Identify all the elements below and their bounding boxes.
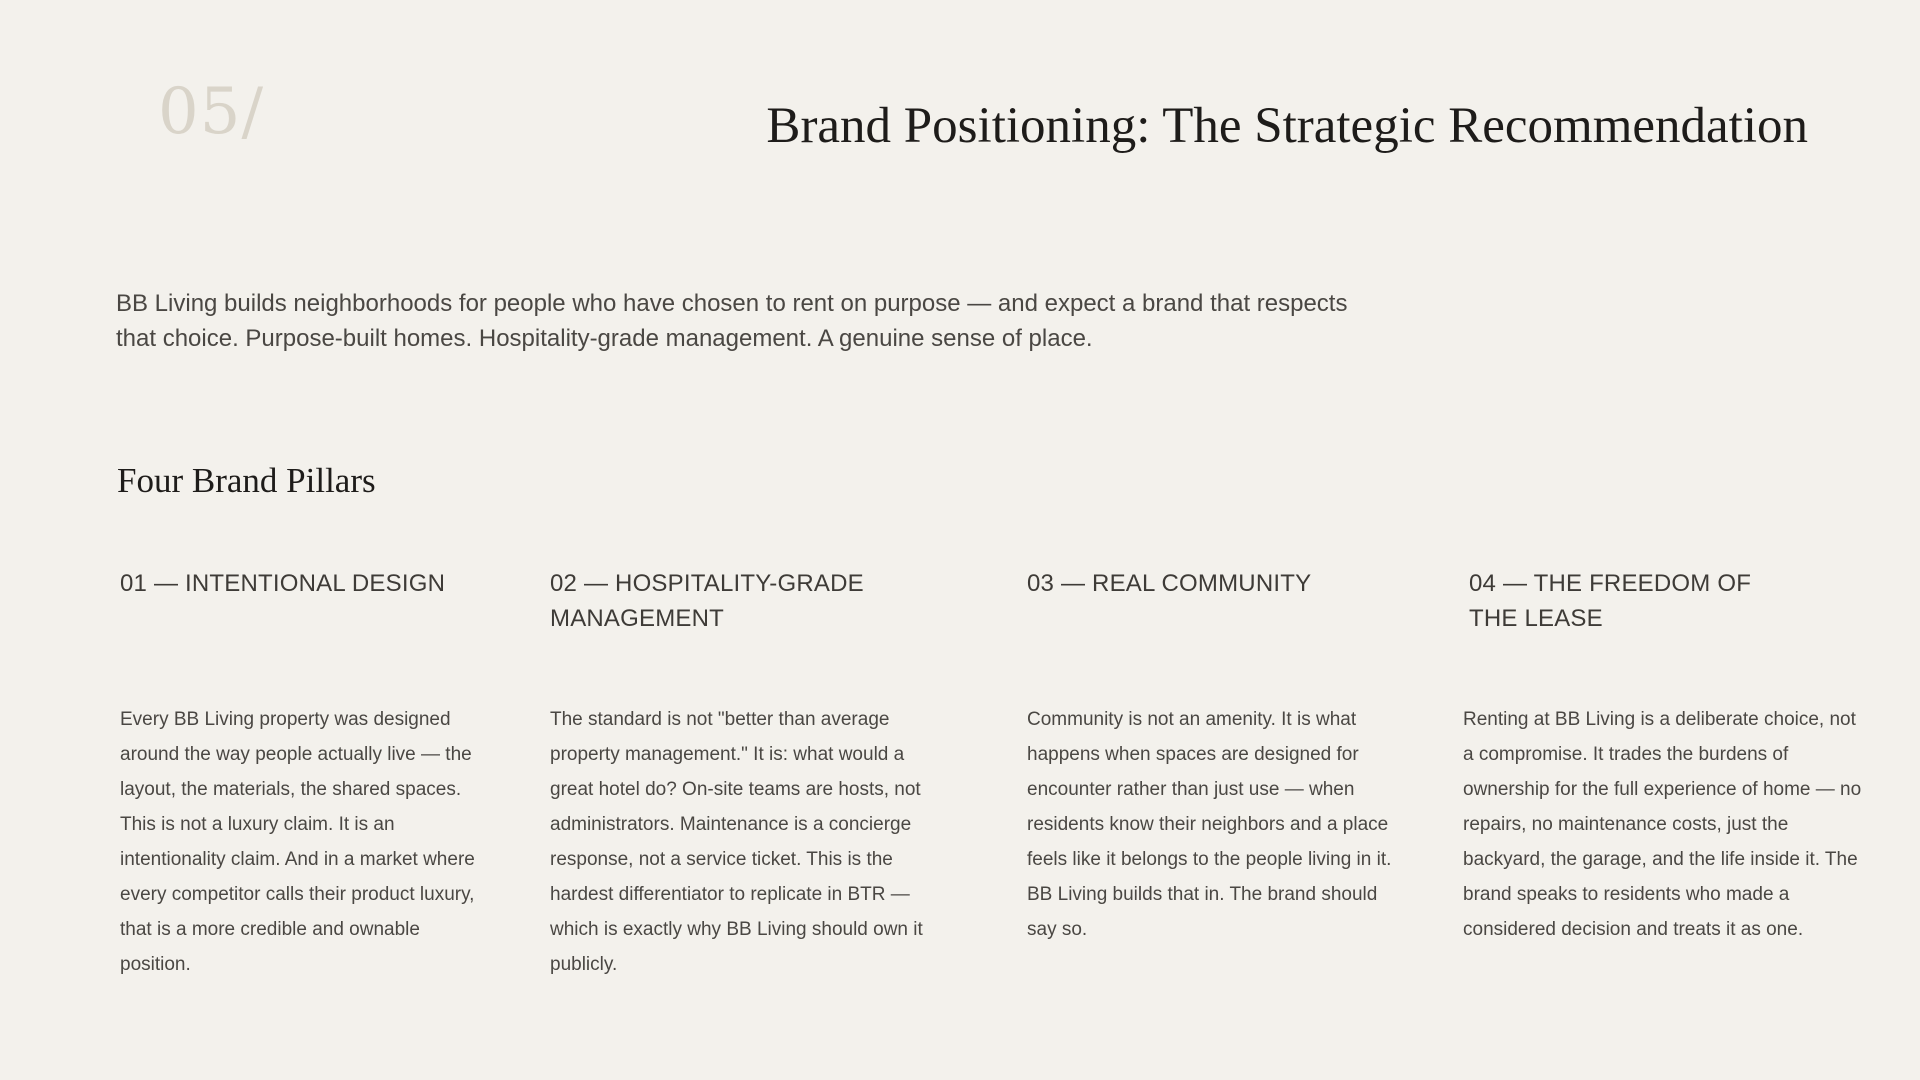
pillar-body: Renting at BB Living is a deliberate choice, not a compromise. It trades the burdens of ownership for the full experience of home — no repairs, no maintenance costs, just the backyard, the garage, and the life inside it. The brand speaks to residents who made a considered decision and treats it as one. — [1463, 709, 1862, 940]
page-title: Brand Positioning: The Strategic Recommendation — [766, 98, 1808, 154]
pillar-body: The standard is not "better than average property management." It is: what would a great hotel do? On-site teams are hosts, not administrators. Maintenance is a concierge response, not a service ticket. This is the hardest differentiator to replicate in BTR — which is exactly why BB Living should own it publicly. — [550, 709, 923, 975]
lead-paragraph: BB Living builds neighborhoods for people who have chosen to rent on purpose — and expect a brand that respects that choice. Purpose-built homes. Hospitality-grade management. A genuine sense of place. — [116, 290, 1348, 352]
pillar-intentional-design — [120, 566, 520, 975]
pillar-title: 03 — REAL COMMUNITY — [1027, 570, 1312, 597]
pillar-title: 01 — INTENTIONAL DESIGN — [120, 570, 446, 597]
pillar-hospitality-grade-management — [550, 566, 923, 975]
pillar-real-community — [1027, 566, 1407, 940]
pillar-body: Every BB Living property was designed around the way people actually live — the layout, the materials, the shared spaces. This is not a luxury claim. It is an intentionality claim. And in a market where every competitor calls their product luxury, that is a more credible and ownable position. — [120, 709, 475, 975]
pillars-heading: Four Brand Pillars — [117, 461, 376, 500]
pillar-title: 04 — THE FREEDOM OF THE LEASE — [1469, 570, 1752, 632]
pillar-body: Community is not an amenity. It is what happens when spaces are designed for encounter rather than just use — when residents know their neighbors and a place feels like it belongs to the people living in it. BB Living builds that in. The brand should say so. — [1027, 709, 1392, 940]
pillar-title: 02 — HOSPITALITY-GRADE MANAGEMENT — [550, 570, 864, 632]
section-number: 05/ — [158, 75, 264, 149]
pillar-freedom-of-the-lease — [1463, 566, 1862, 940]
